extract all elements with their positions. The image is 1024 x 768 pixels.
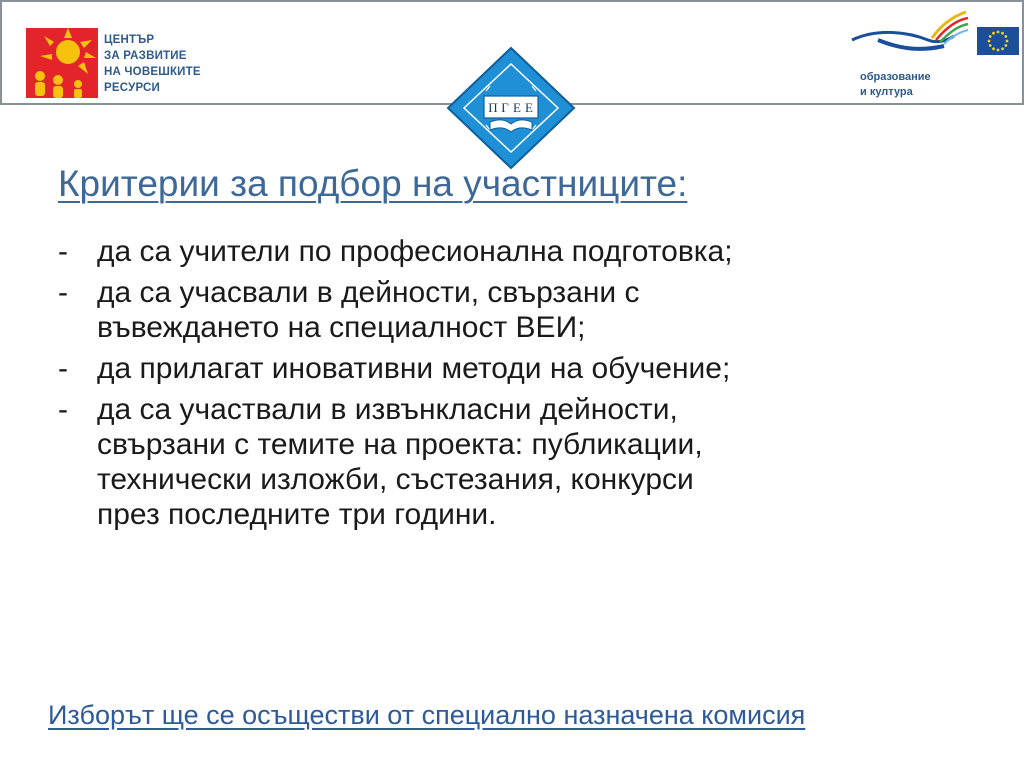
criteria-list [56,234,996,538]
ec-education-culture [860,70,931,100]
pgee-letter-2: Г [501,100,509,115]
pgee-school-logo-icon [446,46,576,171]
list-item [56,392,996,532]
hrd-line-4: РЕСУРСИ [104,82,161,94]
list-item-line: свързани с темите на проекта: публикации, [97,428,703,461]
list-item-line: технически изложби, състезания, конкурси [97,463,694,496]
bullet-dash: - [58,276,68,309]
list-item [56,234,996,269]
hrd-line-1: ЦЕНТЪР [104,34,155,46]
pgee-letter-3: Е [513,100,521,115]
page-title: Критерии за подбор на участниците: [58,163,688,204]
list-item-line: да прилагат иновативни методи на обучение; [97,352,731,385]
footer-note: Изборът ще се осъществи от специално назначена комисия [48,700,806,730]
list-item-line: да са участвали в извънкласни дейности, [97,393,678,426]
hrd-line-2: ЗА РАЗВИТИЕ [104,50,187,62]
hrd-sun-logo-icon [26,28,98,98]
hrd-org-name [104,32,201,96]
list-item-line: през последните три години. [97,498,497,531]
eu-flag-icon [977,27,1019,55]
ec-line-1: образование [860,71,931,83]
hrd-line-3: НА ЧОВЕШКИТЕ [104,66,201,78]
pgee-letter-4: Е [525,100,533,115]
pgee-letter-1: П [488,100,498,115]
bullet-dash: - [58,235,68,268]
lifelong-learning-swoosh-icon [848,10,970,58]
list-item-line: да са учасвали в дейности, свързани с [97,276,640,309]
list-item [56,351,996,386]
ec-line-2: и култура [860,86,913,98]
bullet-dash: - [58,352,68,385]
bullet-dash: - [58,393,68,426]
list-item [56,275,996,345]
list-item-line: въвеждането на специалност ВЕИ; [97,311,586,344]
list-item-line: да са учители по професионална подготовка; [97,235,733,268]
